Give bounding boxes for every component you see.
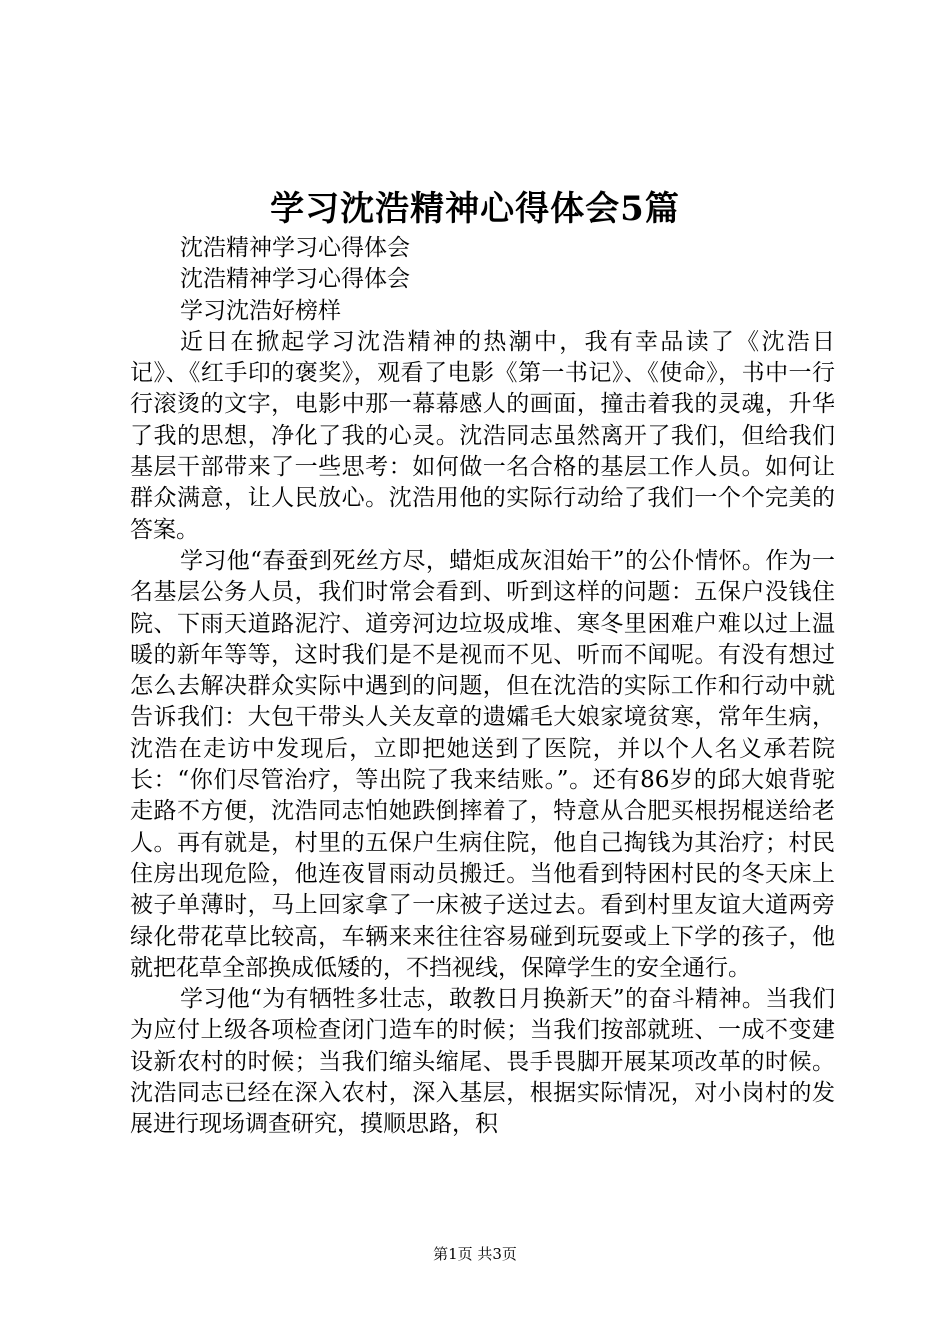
paragraph: 近日在掀起学习沈浩精神的热潮中，我有幸品读了《沈浩日记》、《红手印的褒奖》，观看了电影《第一书记》、《使命》，书中一行行滚烫的文字，电影中那一幕幕感人的画面，撞击着我的灵魂，升华了我的思想，净化了我的心灵。沈浩同志虽然离开了我们，但给我们基层干部带来了一些思考：如何做一名合格的基层工作人员。如何让群众满意，让人民放心。沈浩用他的实际行动给了我们一个个完美的答案。	[130, 328, 835, 543]
document-title: 学习沈浩精神心得体会5篇	[270, 189, 680, 229]
document-body	[130, 233, 835, 1141]
paragraph: 沈浩精神学习心得体会	[180, 266, 410, 293]
paragraph: 学习沈浩好榜样	[180, 297, 341, 324]
paragraph: 沈浩精神学习心得体会	[180, 235, 410, 261]
page-footer: 第1页 共3页	[433, 1245, 517, 1263]
paragraph: 学习他“为有牺牲多壮志，敢教日月换新天”的奋斗精神。当我们为应付上级各项检查闭门造车的时候；当我们按部就班、一成不变建设新农村的时候；当我们缩头缩尾、畏手畏脚开展某项改革的时候。沈浩同志已经在深入农村，深入基层，根据实际情况，对小岗村的发展进行现场调查研究，摸顺思路，积	[130, 986, 835, 1138]
paragraph: 学习他“春蚕到死丝方尽，蜡炬成灰泪始干”的公仆情怀。作为一名基层公务人员，我们时常会看到、听到这样的问题：五保户没钱住院、下雨天道路泥泞、道旁河边垃圾成堆、寒冬里困难户难以过上温暖的新年等等，这时我们是不是视而不见、听而不闻呢。有没有想过怎么去解决群众实际中遇到的问题，但在沈浩的实际工作和行动中就告诉我们：大包干带头人关友章的遗孀毛大娘家境贫寒，常年生病，沈浩在走访中发现后，立即把她送到了医院，并以个人名义承若院长：“你们尽管治疗，等出院了我来结账。”。还有86岁的邱大娘背驼走路不方便，沈浩同志怕她跌倒摔着了，特意从合肥买根拐棍送给老人。再有就是，村里的五保户生病住院，他自己掏钱为其治疗；村民住房出现危险，他连夜冒雨动员搬迁。当他看到特困村民的冬天床上被子单薄时，马上回家拿了一床被子送过去。看到村里友谊大道两旁绿化带花草比较高，车辆来来往往容易碰到玩耍或上下学的孩子，他就把花草全部换成低矮的，不挡视线，保障学生的安全通行。	[130, 547, 835, 981]
